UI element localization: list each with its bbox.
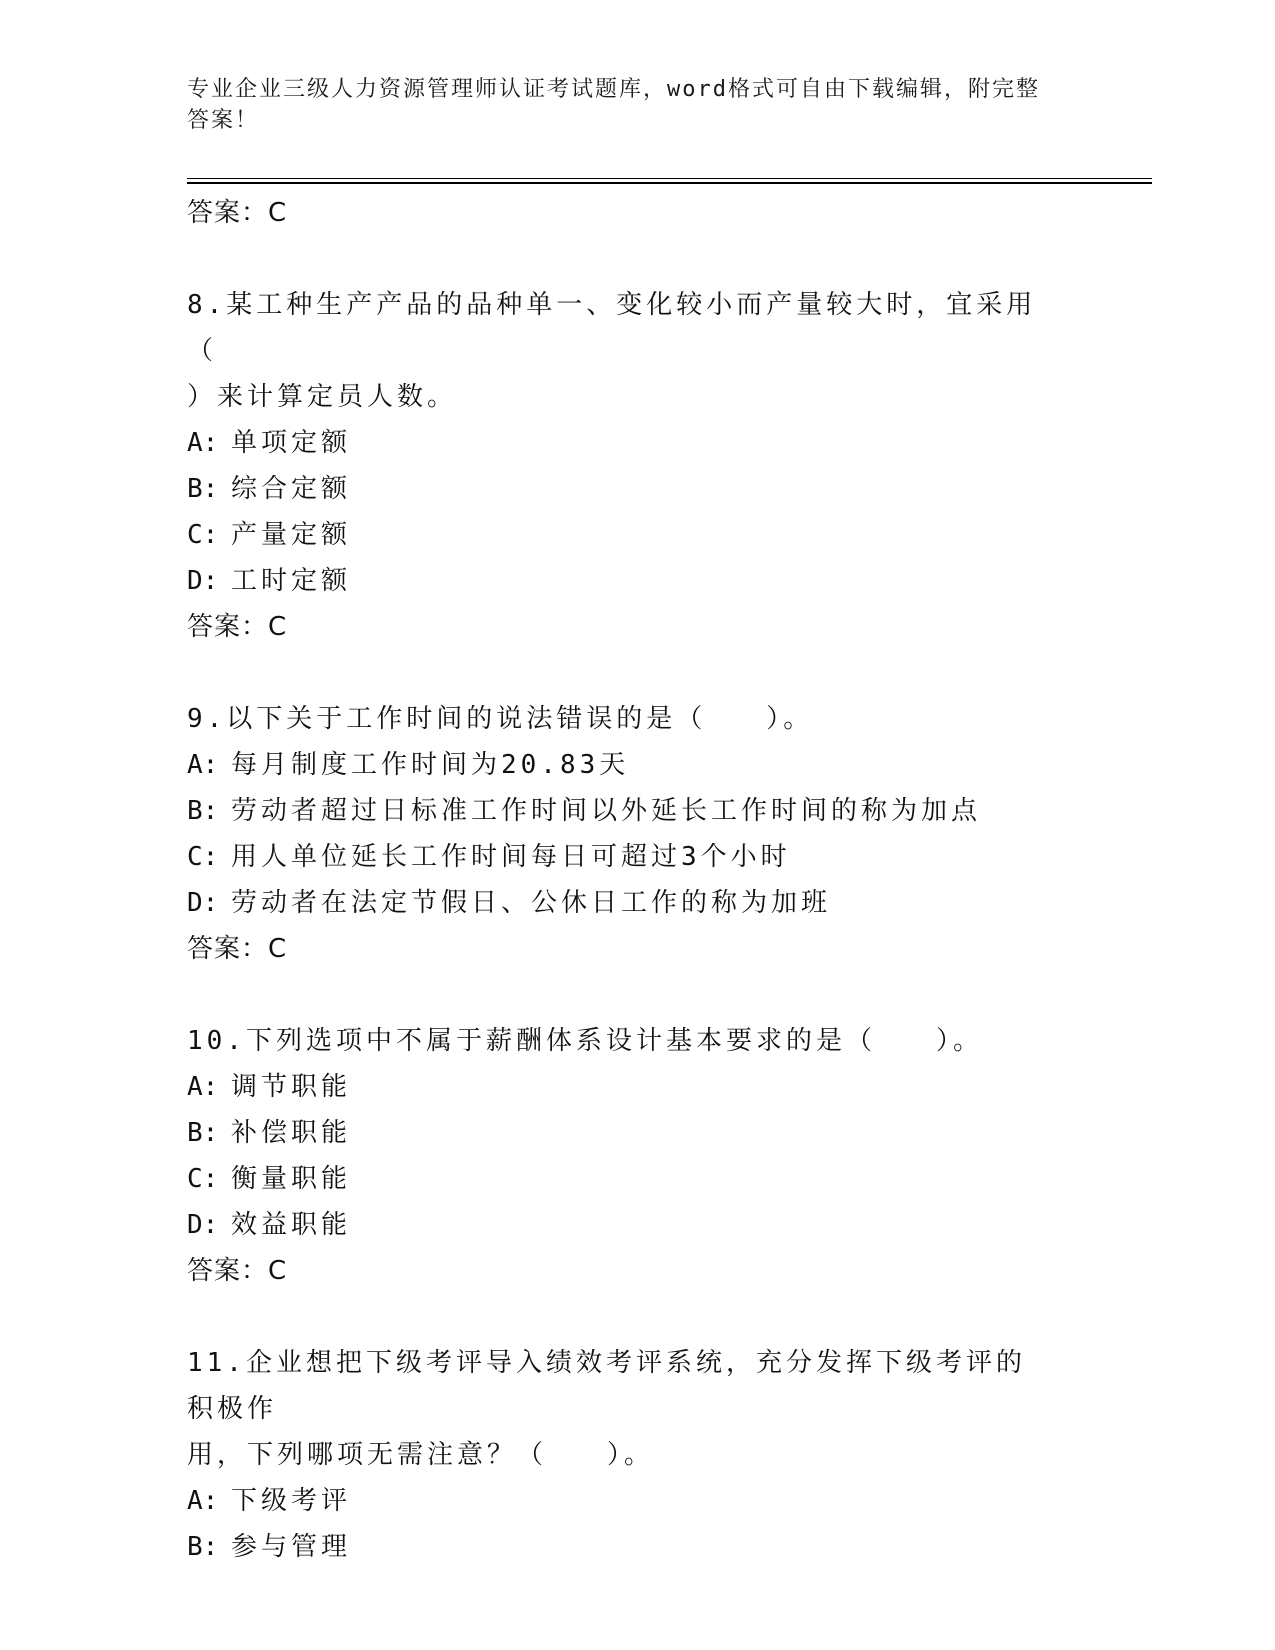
header-divider-thin bbox=[187, 178, 1152, 179]
option-d bbox=[187, 880, 1087, 926]
question-stem bbox=[187, 696, 1047, 742]
header-divider-thick bbox=[187, 182, 1152, 184]
option-text: 单项定额 bbox=[231, 428, 352, 458]
document-header bbox=[187, 74, 1067, 136]
option-d bbox=[187, 1202, 1087, 1248]
answer-line: 答案：C bbox=[187, 198, 288, 228]
option-b bbox=[187, 466, 1087, 512]
question-9 bbox=[187, 696, 1087, 972]
option-text: 下级考评 bbox=[231, 1486, 352, 1516]
option-letter: D: bbox=[187, 888, 219, 918]
question-stem-line: 8.某工种生产产品的品种单一、变化较小而产量较大时，宜采用（ bbox=[187, 290, 1037, 366]
option-letter: A: bbox=[187, 1072, 219, 1102]
option-text: 用人单位延长工作时间每日可超过3个小时 bbox=[231, 842, 791, 872]
option-a bbox=[187, 1478, 1087, 1524]
option-c bbox=[187, 834, 1087, 880]
option-text: 调节职能 bbox=[231, 1072, 352, 1102]
question-11 bbox=[187, 1340, 1087, 1570]
header-line-2: 答案！ bbox=[187, 108, 260, 133]
option-b bbox=[187, 788, 1087, 834]
option-letter: B: bbox=[187, 474, 219, 504]
option-letter: C: bbox=[187, 520, 219, 550]
answer-line: 答案：C bbox=[187, 1256, 288, 1286]
answer-line: 答案：C bbox=[187, 612, 288, 642]
option-letter: B: bbox=[187, 1118, 219, 1148]
option-d bbox=[187, 558, 1087, 604]
option-letter: B: bbox=[187, 1532, 219, 1562]
question-stem bbox=[187, 282, 1047, 420]
option-c bbox=[187, 1156, 1087, 1202]
question-stem bbox=[187, 1340, 1047, 1478]
option-text: 工时定额 bbox=[231, 566, 352, 596]
option-text: 产量定额 bbox=[231, 520, 352, 550]
option-b bbox=[187, 1524, 1087, 1570]
option-c bbox=[187, 512, 1087, 558]
option-letter: B: bbox=[187, 796, 219, 826]
option-letter: A: bbox=[187, 750, 219, 780]
option-a bbox=[187, 742, 1087, 788]
question-stem-line: 10.下列选项中不属于薪酬体系设计基本要求的是（ ）。 bbox=[187, 1026, 983, 1056]
question-8 bbox=[187, 282, 1087, 650]
option-text: 每月制度工作时间为20.83天 bbox=[231, 750, 630, 780]
option-text: 衡量职能 bbox=[231, 1164, 352, 1194]
option-letter: A: bbox=[187, 428, 219, 458]
option-text: 劳动者在法定节假日、公休日工作的称为加班 bbox=[231, 888, 832, 918]
option-letter: D: bbox=[187, 566, 219, 596]
question-10 bbox=[187, 1018, 1087, 1294]
option-a bbox=[187, 1064, 1087, 1110]
option-text: 参与管理 bbox=[231, 1532, 352, 1562]
option-letter: C: bbox=[187, 842, 219, 872]
option-b bbox=[187, 1110, 1087, 1156]
option-letter: C: bbox=[187, 1164, 219, 1194]
option-text: 补偿职能 bbox=[231, 1118, 352, 1148]
question-stem-line: 用，下列哪项无需注意？（ ）。 bbox=[187, 1440, 655, 1470]
option-letter: D: bbox=[187, 1210, 219, 1240]
option-letter: A: bbox=[187, 1486, 219, 1516]
option-text: 效益职能 bbox=[231, 1210, 352, 1240]
question-list bbox=[187, 190, 1087, 1570]
question-stem-line: 9.以下关于工作时间的说法错误的是（ ）。 bbox=[187, 704, 814, 734]
option-text: 综合定额 bbox=[231, 474, 352, 504]
option-text: 劳动者超过日标准工作时间以外延长工作时间的称为加点 bbox=[231, 796, 982, 826]
header-line-1: 专业企业三级人力资源管理师认证考试题库，word格式可自由下载编辑，附完整 bbox=[187, 77, 1040, 102]
question-stem bbox=[187, 1018, 1047, 1064]
question-stem-line: ）来计算定员人数。 bbox=[187, 382, 458, 412]
option-a bbox=[187, 420, 1087, 466]
question-stem-line: 11.企业想把下级考评导入绩效考评系统，充分发挥下级考评的积极作 bbox=[187, 1348, 1026, 1424]
answer-line: 答案：C bbox=[187, 934, 288, 964]
